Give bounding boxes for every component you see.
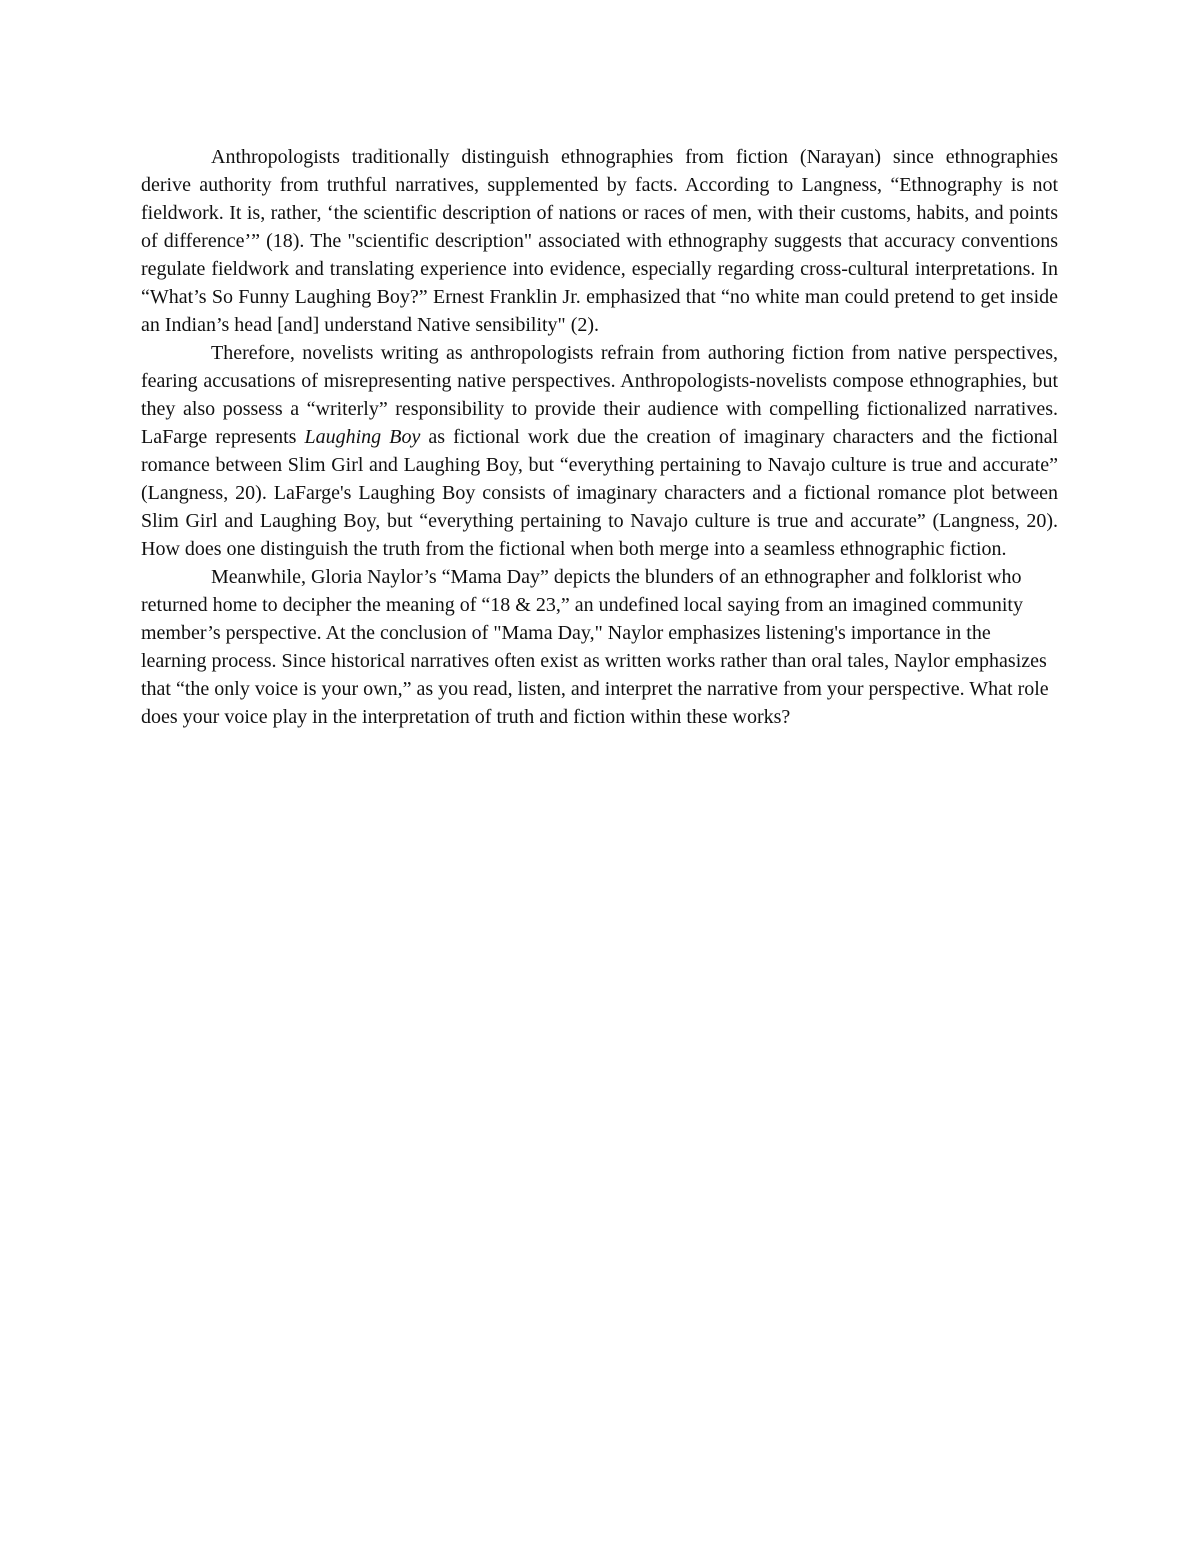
- book-title-italic: Laughing Boy: [304, 426, 421, 448]
- paragraph-2: [141, 339, 1058, 563]
- paragraph-2-text-start: Therefore, novelists writing as anthropologists refrain from authoring fiction from native perspectives, fearing accusations of misrepresenting native perspectives. Anthropologists-novelists compose ethnographies, but they also possess a “writerly” responsibility to provide their audience with compelling fictionalized narratives. LaFarge represents: [141, 342, 1058, 448]
- paragraph-3: Meanwhile, Gloria Naylor’s “Mama Day” depicts the blunders of an ethnographer and folklorist who returned home to decipher the meaning of “18 & 23,” an undefined local saying from an imagined community member’s perspective. At the conclusion of "Mama Day," Naylor emphasizes listening's importance in the learning process. Since historical narratives often exist as written works rather than oral tales, Naylor emphasizes that “the only voice is your own,” as you read, listen, and interpret the narrative from your perspective. What role does your voice play in the interpretation of truth and fiction within these works?: [141, 566, 1049, 728]
- paragraph-1: Anthropologists traditionally distinguish ethnographies from fiction (Narayan) since ethnographies derive authority from truthful narratives, supplemented by facts. According to Langness, “Ethnography is not fieldwork. It is, rather, ‘the scientific description of nations or races of men, with their customs, habits, and points of difference’” (18). The "scientific description" associated with ethnography suggests that accuracy conventions regulate fieldwork and translating experience into evidence, especially regarding cross-cultural interpretations. In “What’s So Funny Laughing Boy?” Ernest Franklin Jr. emphasized that “no white man could pretend to get inside an Indian’s head [and] understand Native sensibility" (2).: [141, 146, 1058, 336]
- paragraph-2-text-end: as fictional work due the creation of imaginary characters and the fictional romance between Slim Girl and Laughing Boy, but “everything pertaining to Navajo culture is true and accurate” (Langness, 20). LaFarge's Laughing Boy consists of imaginary characters and a fictional romance plot between Slim Girl and Laughing Boy, but “everything pertaining to Navajo culture is true and accurate” (Langness, 20). How does one distinguish the truth from the fictional when both merge into a seamless ethnographic fiction.: [141, 426, 1058, 560]
- body-text: [141, 143, 1058, 731]
